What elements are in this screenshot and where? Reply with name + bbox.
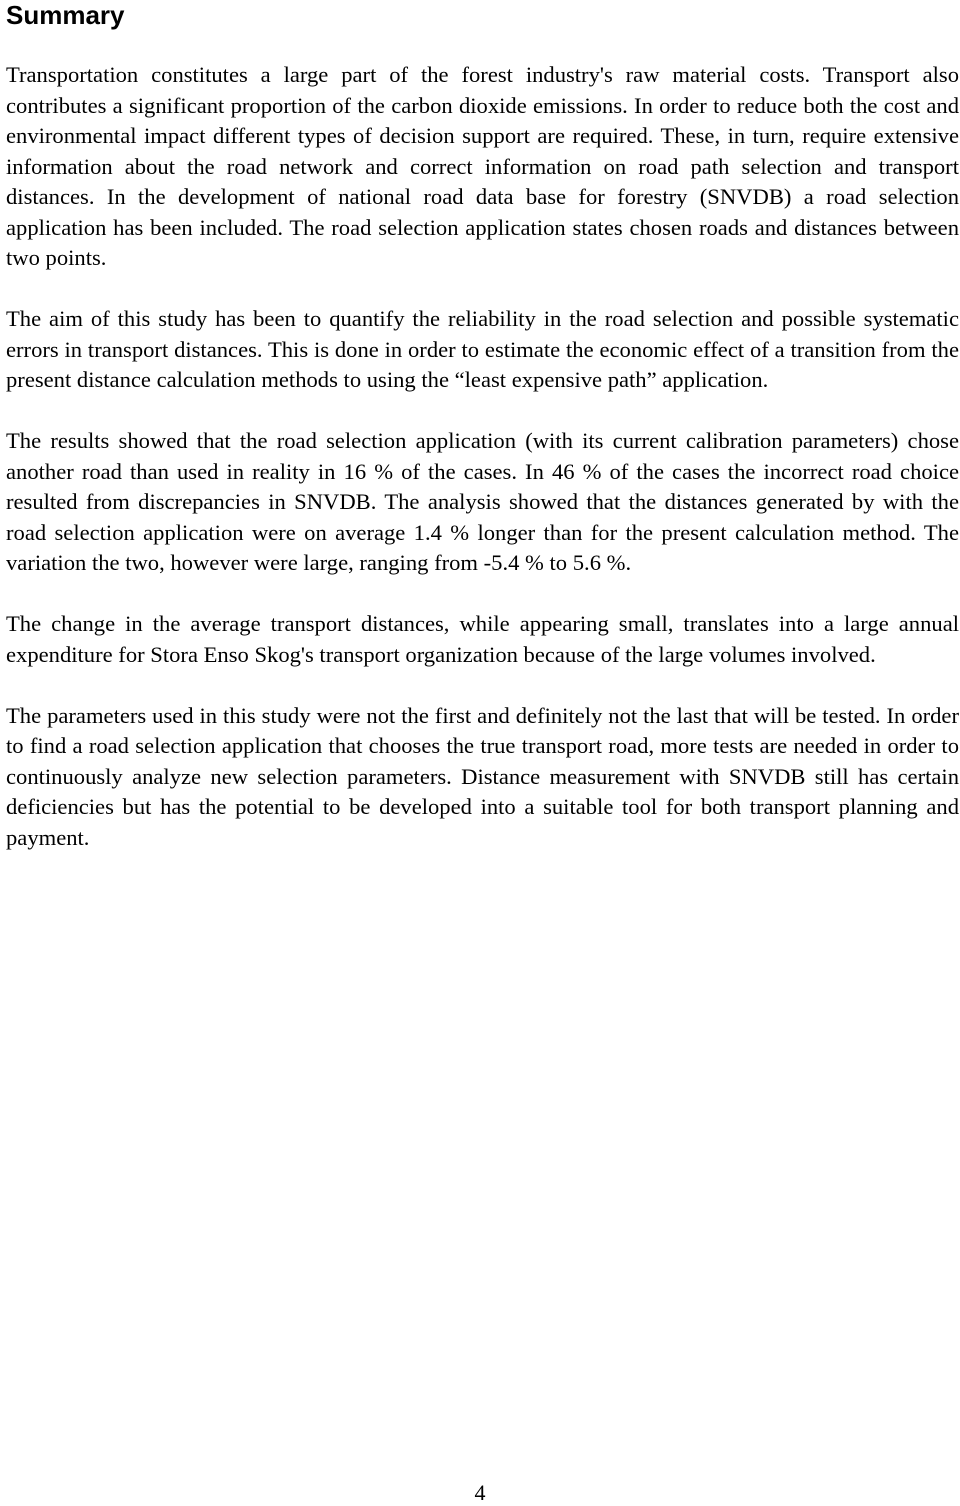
paragraph-1: Transportation constitutes a large part of the forest industry's raw material costs. Transport also contributes a significant proportion of the carbon dioxide emissions. In order to reduce both the cost and environmental impact different types of decision support are required. These, in turn, require extensive information about the road network and correct information on road path selection and transport distances. In the development of national road data base for forestry (SNVDB) a road selection application has been included. The road selection application states chosen roads and distances between two points. bbox=[6, 62, 959, 270]
paragraph-4: The change in the average transport distances, while appearing small, translates into a large annual expenditure for Stora Enso Skog's transport organization because of the large volumes involved. bbox=[6, 611, 959, 667]
page-title: Summary bbox=[6, 0, 125, 30]
paragraph-2: The aim of this study has been to quantify the reliability in the road selection and possible systematic errors in transport distances. This is done in order to estimate the economic effect of a transition from the present distance calculation methods to using the “least expensive path” application. bbox=[6, 306, 959, 392]
summary-body bbox=[6, 60, 959, 884]
page-number: 4 bbox=[474, 1480, 486, 1505]
paragraph-3: The results showed that the road selection application (with its current calibration parameters) chose another road than used in reality in 16 % of the cases. In 46 % of the cases the incorrect road choice resulted from discrepancies in SNVDB. The analysis showed that the distances generated by with the road selection application were on average 1.4 % longer than for the present calculation method. The variation the two, however were large, ranging from -5.4 % to 5.6 %. bbox=[6, 428, 959, 575]
paragraph-5: The parameters used in this study were not the first and definitely not the last that will be tested. In order to find a road selection application that chooses the true transport road, more tests are needed in order to continuously analyze new selection parameters. Distance measurement with SNVDB still has certain deficiencies but has the potential to be developed into a suitable tool for both transport planning and payment. bbox=[6, 702, 959, 850]
